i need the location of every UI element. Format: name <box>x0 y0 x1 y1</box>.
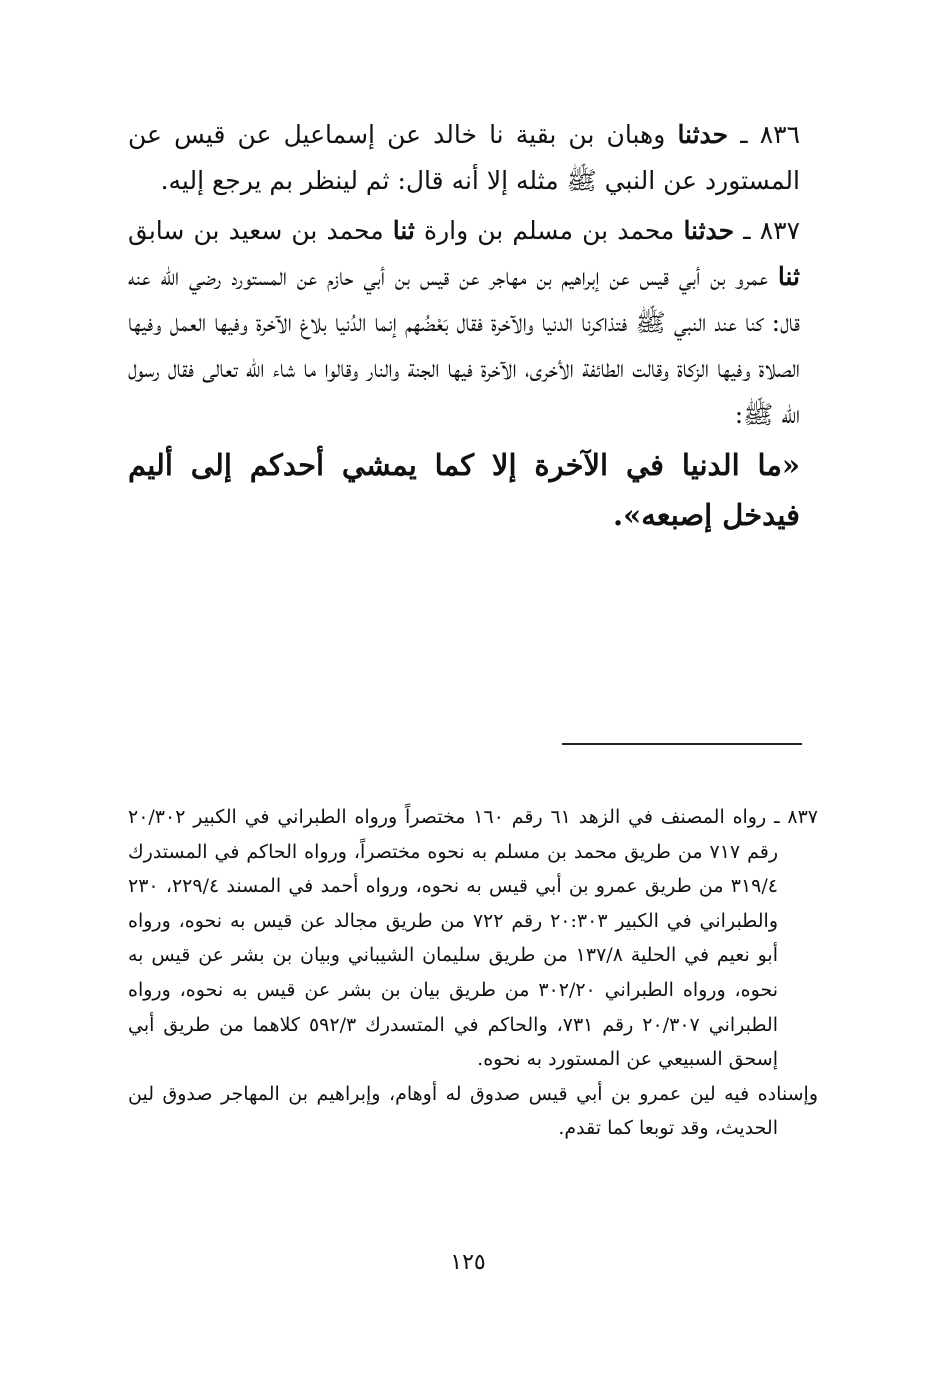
footnotes <box>128 800 818 1146</box>
narration-keyword: ثنا <box>392 216 415 245</box>
entry-text: عمرو بن أبي قيس عن إبراهيم بن مهاجر عن قيس بن أبي حازم عن المستورد رضي الله عنه قال: كنا عند النبي ﷺ فتذاكرنا الدنيا والآخرة فقال بَعْضُهم إنما الدُنيا بلاغ الآخرة وفيها العمل وفيها الصلاة وفيها الزكاة وقالت الطائفة الأخرى، الآخرة فيها الجنة والنار وقالوا ما شاء الله تعالى فقال رسول الله ﷺ: <box>128 262 800 429</box>
page-number: ١٢٥ <box>450 1250 486 1275</box>
main-text <box>128 112 800 540</box>
quote-end: . <box>612 498 624 532</box>
narration-keyword: ثنا <box>777 262 800 291</box>
narration-keyword: حدثنا <box>683 216 735 245</box>
entry-text: وهبان بن بقية نا خالد عن إسماعيل عن قيس عن المستورد عن النبي ﷺ مثله إلا أنه قال: ثم لينظر بم يرجع إليه. <box>128 120 800 195</box>
footnote-isnad-note: وإسناده فيه لين عمرو بن أبي قيس صدوق له أوهام، وإبراهيم بن المهاجر صدوق لين الحديث، وقد توبعا كما تقدم. <box>128 1082 818 1140</box>
footnote-text: رواه المصنف في الزهد ٦١ رقم ١٦٠ مختصراً ورواه الطبراني في الكبير ٢٠/٣٠٢ رقم ٧١٧ من طريق محمد بن مسلم به نحوه مختصراً، ورواه الحاكم في المستدرك ٣١٩/٤ من طريق عمرو بن أبي قيس به نحوه، ورواه أحمد في المسند ٢٢٩/٤، ٢٣٠ والطبراني في الكبير ٢٠:٣٠٣ رقم ٧٢٢ من طريق مجالد عن قيس به نحوه، ورواه أبو نعيم في الحلية ١٣٧/٨ من طريق سليمان الشيباني وبيان بن بشر عن قيس به نحوه، ورواه الطبراني ٣٠٢/٢٠ من طريق بيان بن بشر عن قيس به نحوه، ورواه الطبراني ٢٠/٣٠٧ رقم ٧٣١، والحاكم في المتسدرك ٥٩٢/٣ كلاهما من طريق أبي إسحق السبيعي عن المستورد به نحوه. <box>128 806 779 1071</box>
prophetic-quote <box>128 440 800 540</box>
entry-text: محمد بن مسلم بن وارة <box>423 216 675 245</box>
narration-keyword: حدثنا <box>677 120 729 149</box>
hadith-entry-836 <box>128 112 800 204</box>
entry-number: ٨٣٧ ـ <box>743 216 801 245</box>
quote-text: «ما الدنيا في الآخرة إلا كما يمشي أحدكم إلى أليم فيدخل إصبعه» <box>128 448 800 532</box>
footnote-separator <box>562 743 802 745</box>
entry-number: ٨٣٦ ـ <box>740 120 801 149</box>
footnote-837 <box>128 800 818 1077</box>
footnote-number: ٨٣٧ ـ <box>773 806 818 828</box>
hadith-entry-837 <box>128 208 800 438</box>
entry-text: محمد بن سعيد بن سابق <box>128 216 384 245</box>
